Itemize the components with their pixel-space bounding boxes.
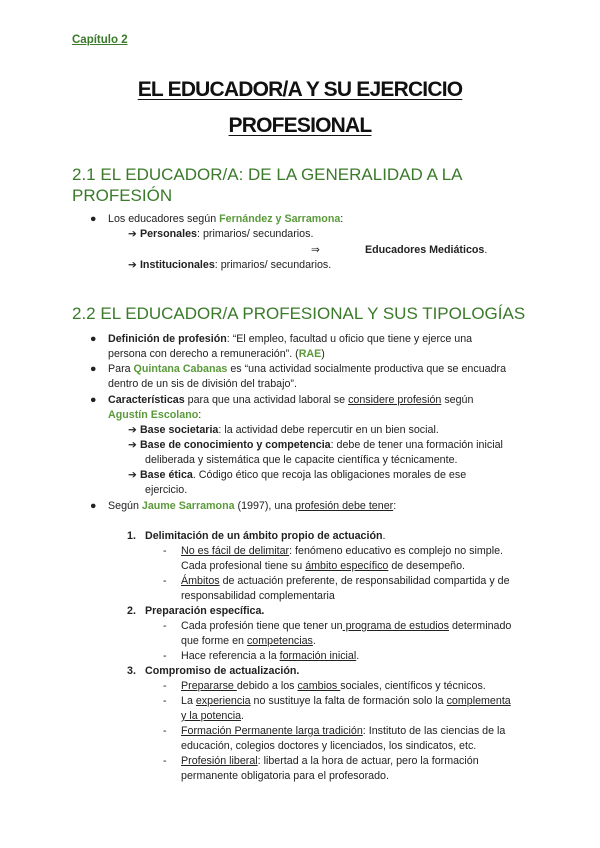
chapter-label: Capítulo 2 [72, 34, 128, 46]
text: Para [108, 363, 134, 375]
list-item-text [108, 332, 472, 347]
list-item-text [181, 574, 510, 589]
text: de actuación preferente, de responsabilidad compartida y de [219, 575, 510, 587]
list-item-text [108, 212, 343, 227]
list-number: 2. [127, 605, 136, 617]
section-2-heading: 2.2 EL EDUCADOR/A PROFESIONAL Y SUS TIPOLOGÍAS [72, 304, 526, 323]
text: determinado [448, 620, 512, 632]
list-item-text [108, 499, 396, 514]
underlined-text: Formación Permanente larga tradición [181, 725, 363, 737]
text: . [312, 635, 316, 647]
source-name: RAE [298, 348, 322, 360]
text: Los educadores según [108, 213, 220, 225]
text: : “El empleo, facultad u oficio que tiene y ejerce una [226, 333, 473, 345]
list-item-text [181, 559, 465, 574]
list-number: 3. [127, 665, 136, 677]
list-item-text [181, 694, 511, 709]
underlined-text: Profesión liberal [181, 755, 258, 767]
numbered-item-title: Preparación específica. [145, 605, 265, 617]
list-item [128, 227, 313, 242]
text: ) [321, 348, 325, 360]
underlined-text: Prepararse [181, 680, 237, 692]
text: : la actividad debe repercutir en un bien social. [218, 424, 439, 436]
list-item-text [181, 544, 503, 559]
list-item-text: educación, colegios doctores y licenciados, los sindicatos, etc. [181, 740, 477, 752]
text: . [484, 244, 488, 256]
list-item [128, 438, 503, 453]
underlined-text: formación inicial [279, 650, 357, 662]
text: : Instituto de las ciencias de la [362, 725, 506, 737]
list-item-text [181, 634, 316, 649]
dash-icon: - [163, 755, 167, 767]
section-1-heading-line1: 2.1 EL EDUCADOR/A: DE LA GENERALIDAD A LA [72, 165, 463, 184]
underlined-text: experiencia [195, 695, 251, 707]
list-item [128, 423, 439, 438]
item-label: Base de conocimiento y competencia [139, 439, 331, 451]
numbered-item-title [145, 529, 386, 544]
text: Cada profesional tiene su [181, 560, 306, 572]
underlined-text: complementa [446, 695, 511, 707]
list-item-text [181, 619, 511, 634]
text: : [198, 409, 202, 421]
underlined-text: competencias [246, 635, 313, 647]
item-label: Educadores Mediáticos [365, 244, 485, 256]
text: . [356, 650, 360, 662]
author-name: Quintana Cabanas [133, 363, 228, 375]
author-name: Agustín Escolano [108, 409, 199, 421]
text: de desempeño. [388, 560, 466, 572]
text: : fenómeno educativo es complejo no simple. [289, 545, 503, 557]
item-label: Definición de profesión [108, 333, 227, 345]
list-item-text: ejercicio. [145, 484, 188, 496]
item-label: Personales [139, 228, 197, 240]
text: . Código ético que recoja las obligaciones morales de ese [192, 469, 467, 481]
item-label: Institucionales [139, 259, 215, 271]
dash-icon: - [163, 650, 167, 662]
arrow-right-icon: ➔ [128, 469, 137, 481]
item-label: Características [108, 394, 185, 406]
text: . [241, 710, 244, 722]
dash-icon: - [163, 680, 167, 692]
dash-icon: - [163, 575, 167, 587]
text: : [393, 500, 397, 512]
text: La [181, 695, 196, 707]
list-item [128, 468, 466, 483]
text: Delimitación de un ámbito propio de actuación [145, 530, 383, 542]
list-item-text: permanente obligatoria para el profesorado. [181, 770, 389, 782]
list-item-text: deliberada y sistemática que le capacite científica y técnicamente. [145, 454, 458, 466]
text: es “una actividad socialmente productiva que se encuadra [227, 363, 507, 375]
list-item-text [181, 649, 359, 664]
list-item-text [181, 754, 479, 769]
list-item-text [108, 362, 506, 377]
underlined-text: No es fácil de delimitar [181, 545, 290, 557]
bullet-icon: ● [90, 394, 97, 406]
text: : debe de tener una formación inicial [330, 439, 503, 451]
implies-icon: ⇒ [311, 244, 320, 256]
underlined-text: y la potencia [181, 710, 242, 722]
dash-icon: - [163, 725, 167, 737]
list-item-text [108, 393, 473, 408]
dash-icon: - [163, 545, 167, 557]
list-item [90, 212, 96, 227]
list-item-text [108, 347, 325, 362]
underlined-text: profesión debe tener [295, 500, 394, 512]
section-1-heading [72, 164, 463, 206]
text: que forme en [181, 635, 247, 647]
arrow-right-icon: ➔ [128, 424, 137, 436]
text: Cada profesión tiene que tener un [181, 620, 343, 632]
section-1-heading-line2: PROFESIÓN [72, 186, 173, 205]
list-item-text: responsabilidad complementaria [181, 590, 335, 602]
text: Según [108, 500, 142, 512]
list-item-text: dentro de un sis de división del trabajo”. [108, 378, 297, 390]
numbered-item-title: Compromiso de actualización. [145, 665, 300, 677]
text: para que una actividad laboral se [184, 394, 349, 406]
item-label: Base societaria [139, 424, 219, 436]
author-name: Fernández y Sarramona [219, 213, 341, 225]
page-title-line2: PROFESIONAL [228, 114, 372, 137]
text: según [441, 394, 474, 406]
dash-icon: - [163, 620, 167, 632]
bullet-icon: ● [90, 363, 97, 375]
text: : libertad a la hora de actuar, pero la formación [257, 755, 479, 767]
list-item [311, 243, 320, 258]
text: no sustituye la falta de formación solo la [250, 695, 447, 707]
list-item-text [181, 679, 486, 694]
bullet-icon: ● [90, 500, 97, 512]
list-item-text [181, 709, 244, 724]
arrow-right-icon: ➔ [128, 439, 137, 451]
page-title-line1: EL EDUCADOR/A Y SU EJERCICIO [137, 78, 463, 101]
author-name: Jaume Sarramona [141, 500, 235, 512]
text: persona con derecho a remuneración”. ( [108, 348, 299, 360]
bullet-icon: ● [90, 213, 97, 225]
text: : [340, 213, 344, 225]
underlined-text: considere profesión [348, 394, 442, 406]
text: Hace referencia a la [181, 650, 280, 662]
list-number: 1. [127, 530, 136, 542]
text: (1997), una [234, 500, 296, 512]
underlined-text: programa de estudios [342, 620, 449, 632]
item-text: : primarios/ secundarios. [197, 228, 314, 240]
bullet-icon: ● [90, 333, 97, 345]
list-item-text [181, 724, 505, 739]
underlined-text: Ámbitos [181, 575, 220, 587]
text: sociales, científicos y técnicos. [340, 680, 486, 692]
item-label: Base ética [139, 469, 193, 481]
list-item-text [108, 408, 201, 423]
dash-icon: - [163, 695, 167, 707]
underlined-text: cambios [297, 680, 341, 692]
text: debido a los [236, 680, 298, 692]
arrow-right-icon: ➔ [128, 259, 137, 271]
text: . [382, 530, 386, 542]
list-item [128, 258, 331, 273]
underlined-text: ámbito específico [305, 560, 389, 572]
item-text: : primarios/ secundarios. [214, 259, 332, 271]
implies-text [365, 243, 487, 258]
arrow-right-icon: ➔ [128, 228, 137, 240]
